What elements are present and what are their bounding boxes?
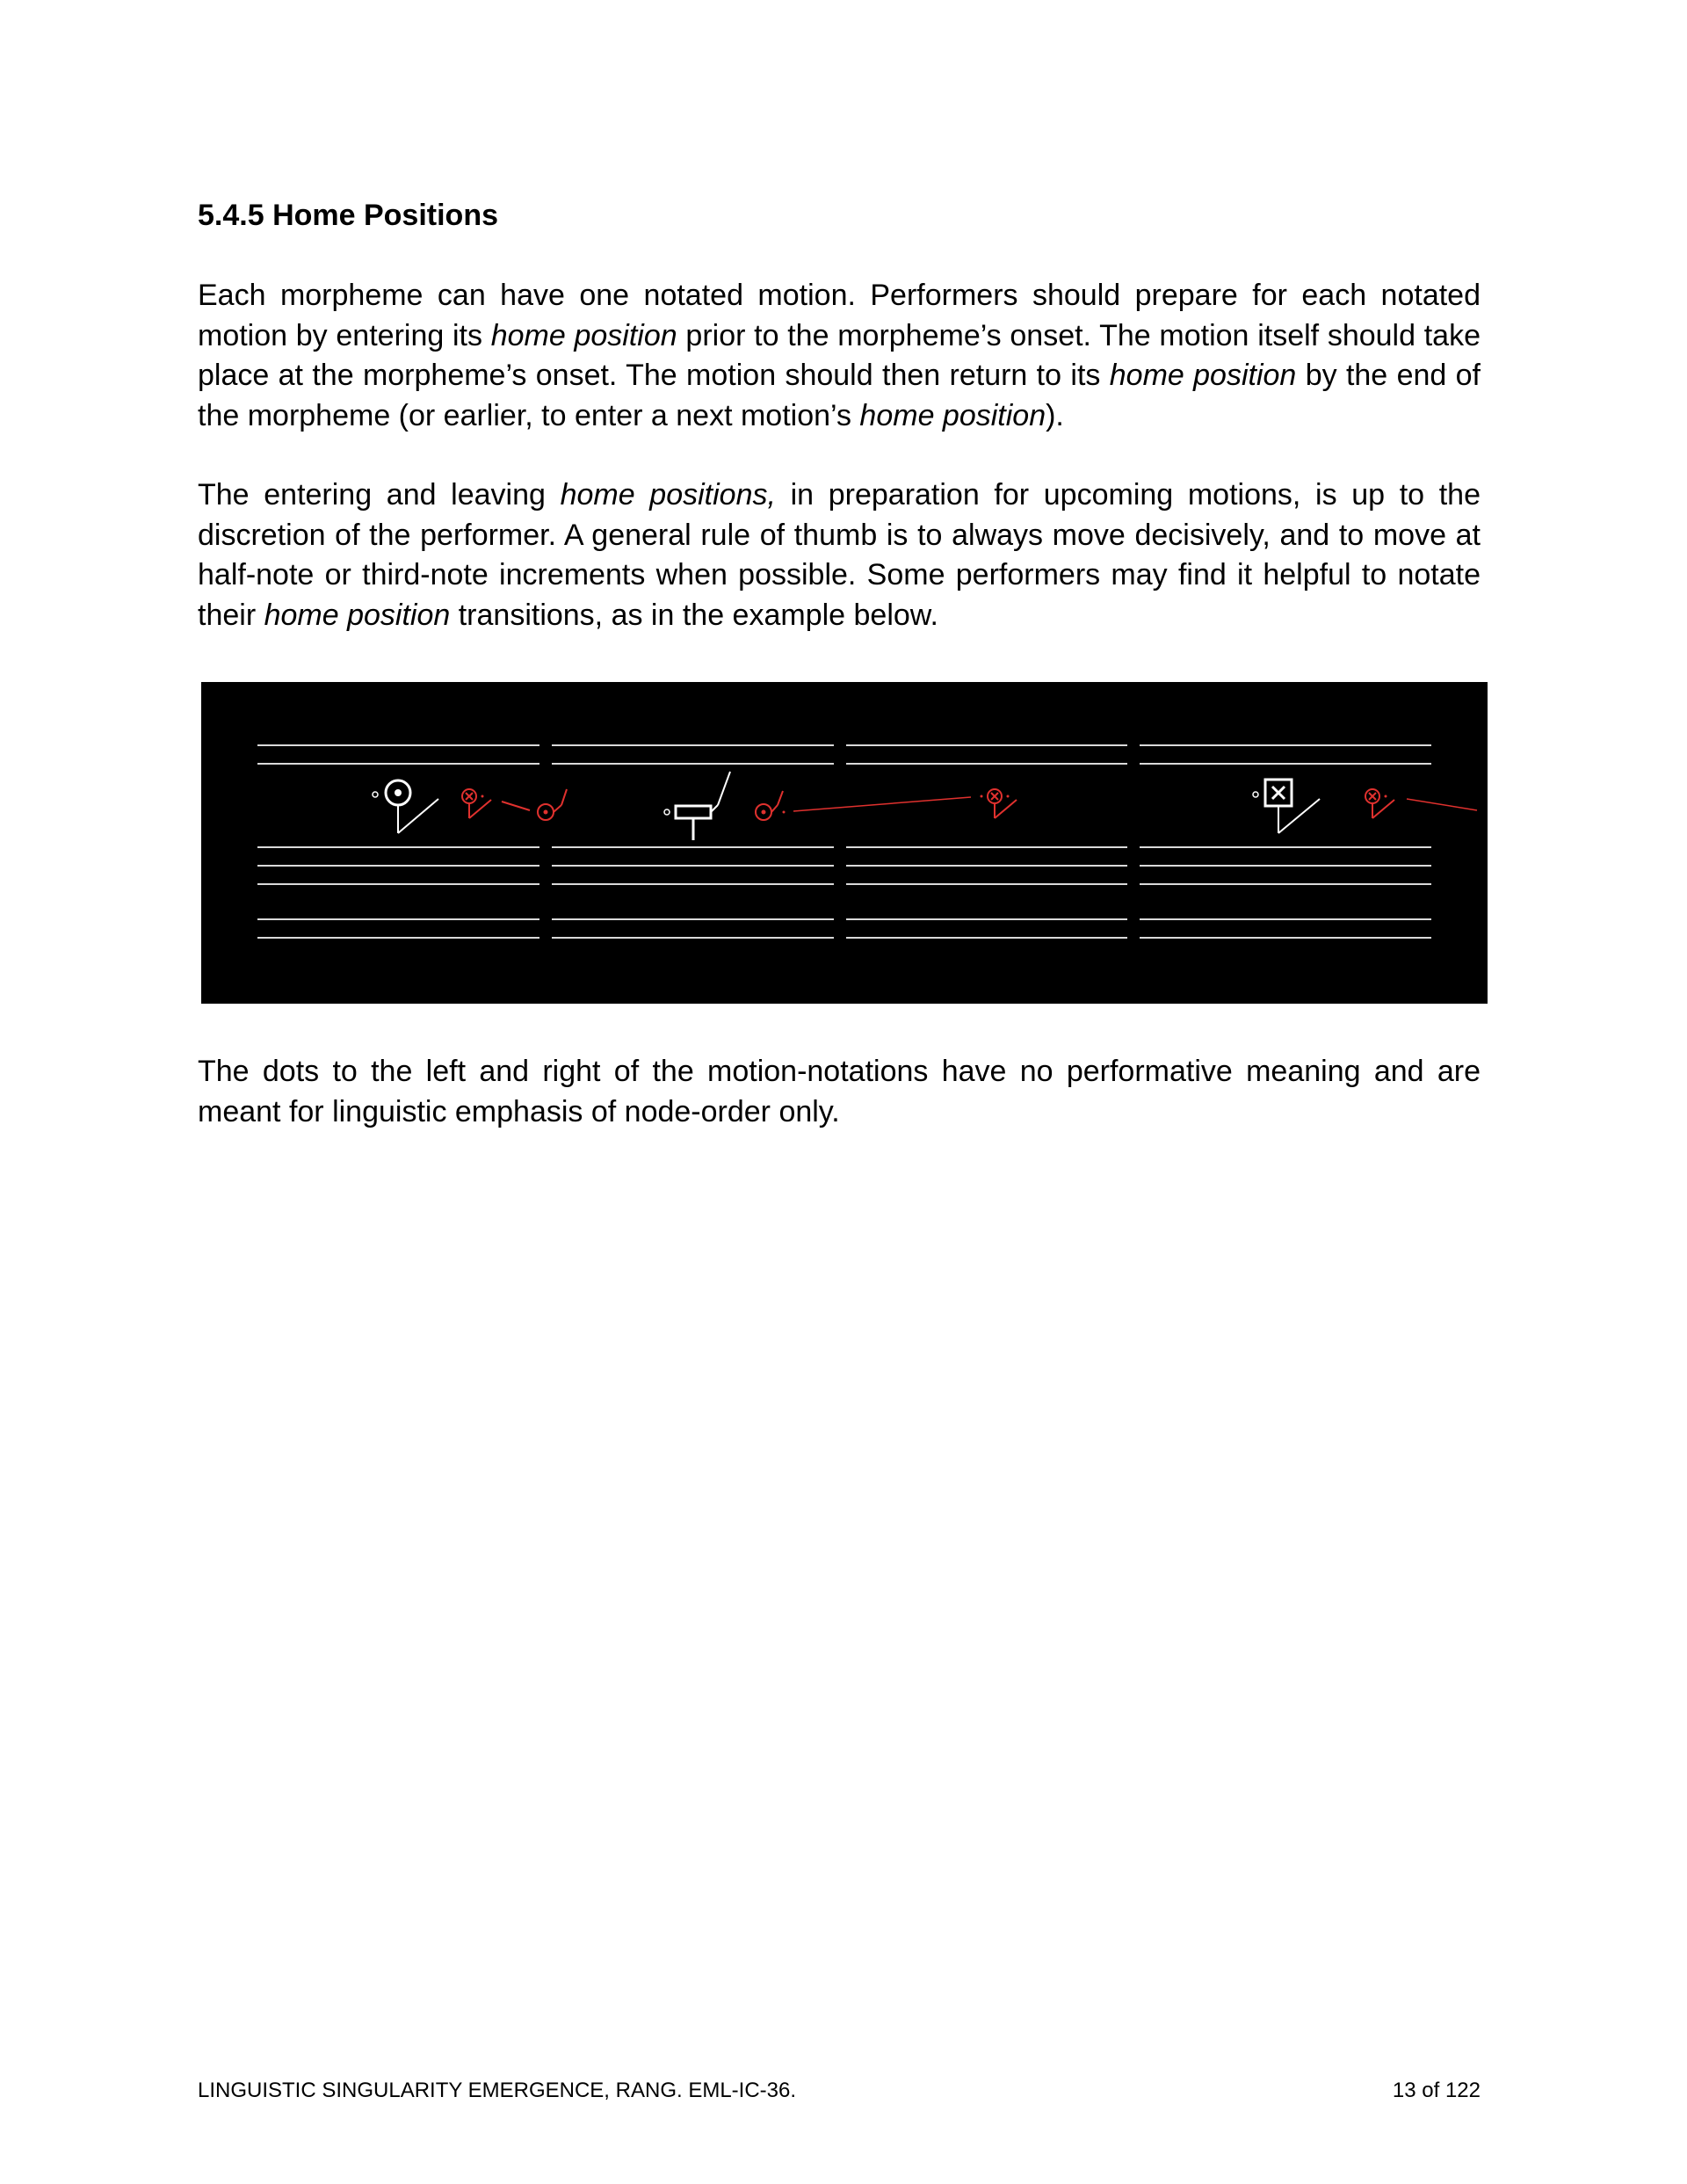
home-position-notations	[462, 789, 1477, 820]
text-run: prior to the morpheme’s onset. The motion itself should take place at the morpheme’s onset. The motion should then return to its	[198, 318, 1481, 393]
emphasis-home-positions: home positions,	[560, 478, 776, 512]
node-dot	[481, 795, 484, 798]
motion-line	[778, 791, 783, 805]
footer-page-number: 13 of 122	[1392, 2079, 1481, 2102]
text-run: Each morpheme can have one notated motion. Performers should prepare for each notated motion by entering its	[198, 279, 1481, 352]
motion-line	[1278, 799, 1320, 833]
paragraph-transitions	[198, 475, 1481, 635]
motion-line	[718, 772, 730, 805]
transition-line	[1407, 799, 1477, 810]
node-dot	[1385, 795, 1387, 798]
emphasis-home-position: home position	[264, 598, 451, 632]
text-run: ).	[1046, 398, 1064, 432]
text-run: The entering and leaving	[198, 478, 561, 512]
emphasis-home-position: home position	[859, 398, 1046, 432]
paragraph-motion-rules	[198, 276, 1481, 436]
transition-line	[793, 797, 971, 811]
footer-document-title: LINGUISTIC SINGULARITY EMERGENCE, RANG. EML-IC-36.	[198, 2079, 797, 2102]
transition-line	[502, 802, 530, 810]
circle-node-center	[395, 789, 402, 796]
node-dot	[373, 792, 378, 797]
bar-node-icon	[676, 806, 711, 818]
motion-line	[771, 805, 778, 812]
node-dot	[981, 795, 983, 798]
paragraph-dots-note: The dots to the left and right of the motion-notations have no performative meaning and are meant for linguistic emphasis of node-order only.	[198, 1055, 1481, 1128]
text-run: in preparation for upcoming motions, is up to the discretion of the performer. A general rule of thumb is to always move decisively, and to move at half-note or third-note increments when possible. Some performers may find it helpful to notate their	[198, 478, 1481, 632]
circle-node-center	[544, 810, 548, 815]
section-heading: 5.4.5 Home Positions	[198, 199, 498, 232]
emphasis-home-position: home position	[1109, 359, 1297, 393]
motion-line	[561, 789, 567, 805]
text-run: by the end of the morpheme (or earlier, to enter a next motion’s	[198, 359, 1481, 432]
staff-lines	[257, 745, 1431, 938]
notation-example-figure	[201, 682, 1488, 1004]
notation-example-svg	[201, 682, 1488, 1004]
motion-line	[554, 805, 561, 812]
text-run: transitions, as in the example below.	[450, 598, 938, 632]
node-dot	[1253, 792, 1258, 797]
node-dot	[783, 811, 786, 814]
node-dot	[664, 809, 670, 815]
node-dot	[1007, 795, 1010, 798]
circle-node-center	[762, 810, 766, 815]
emphasis-home-position: home position	[490, 318, 677, 352]
